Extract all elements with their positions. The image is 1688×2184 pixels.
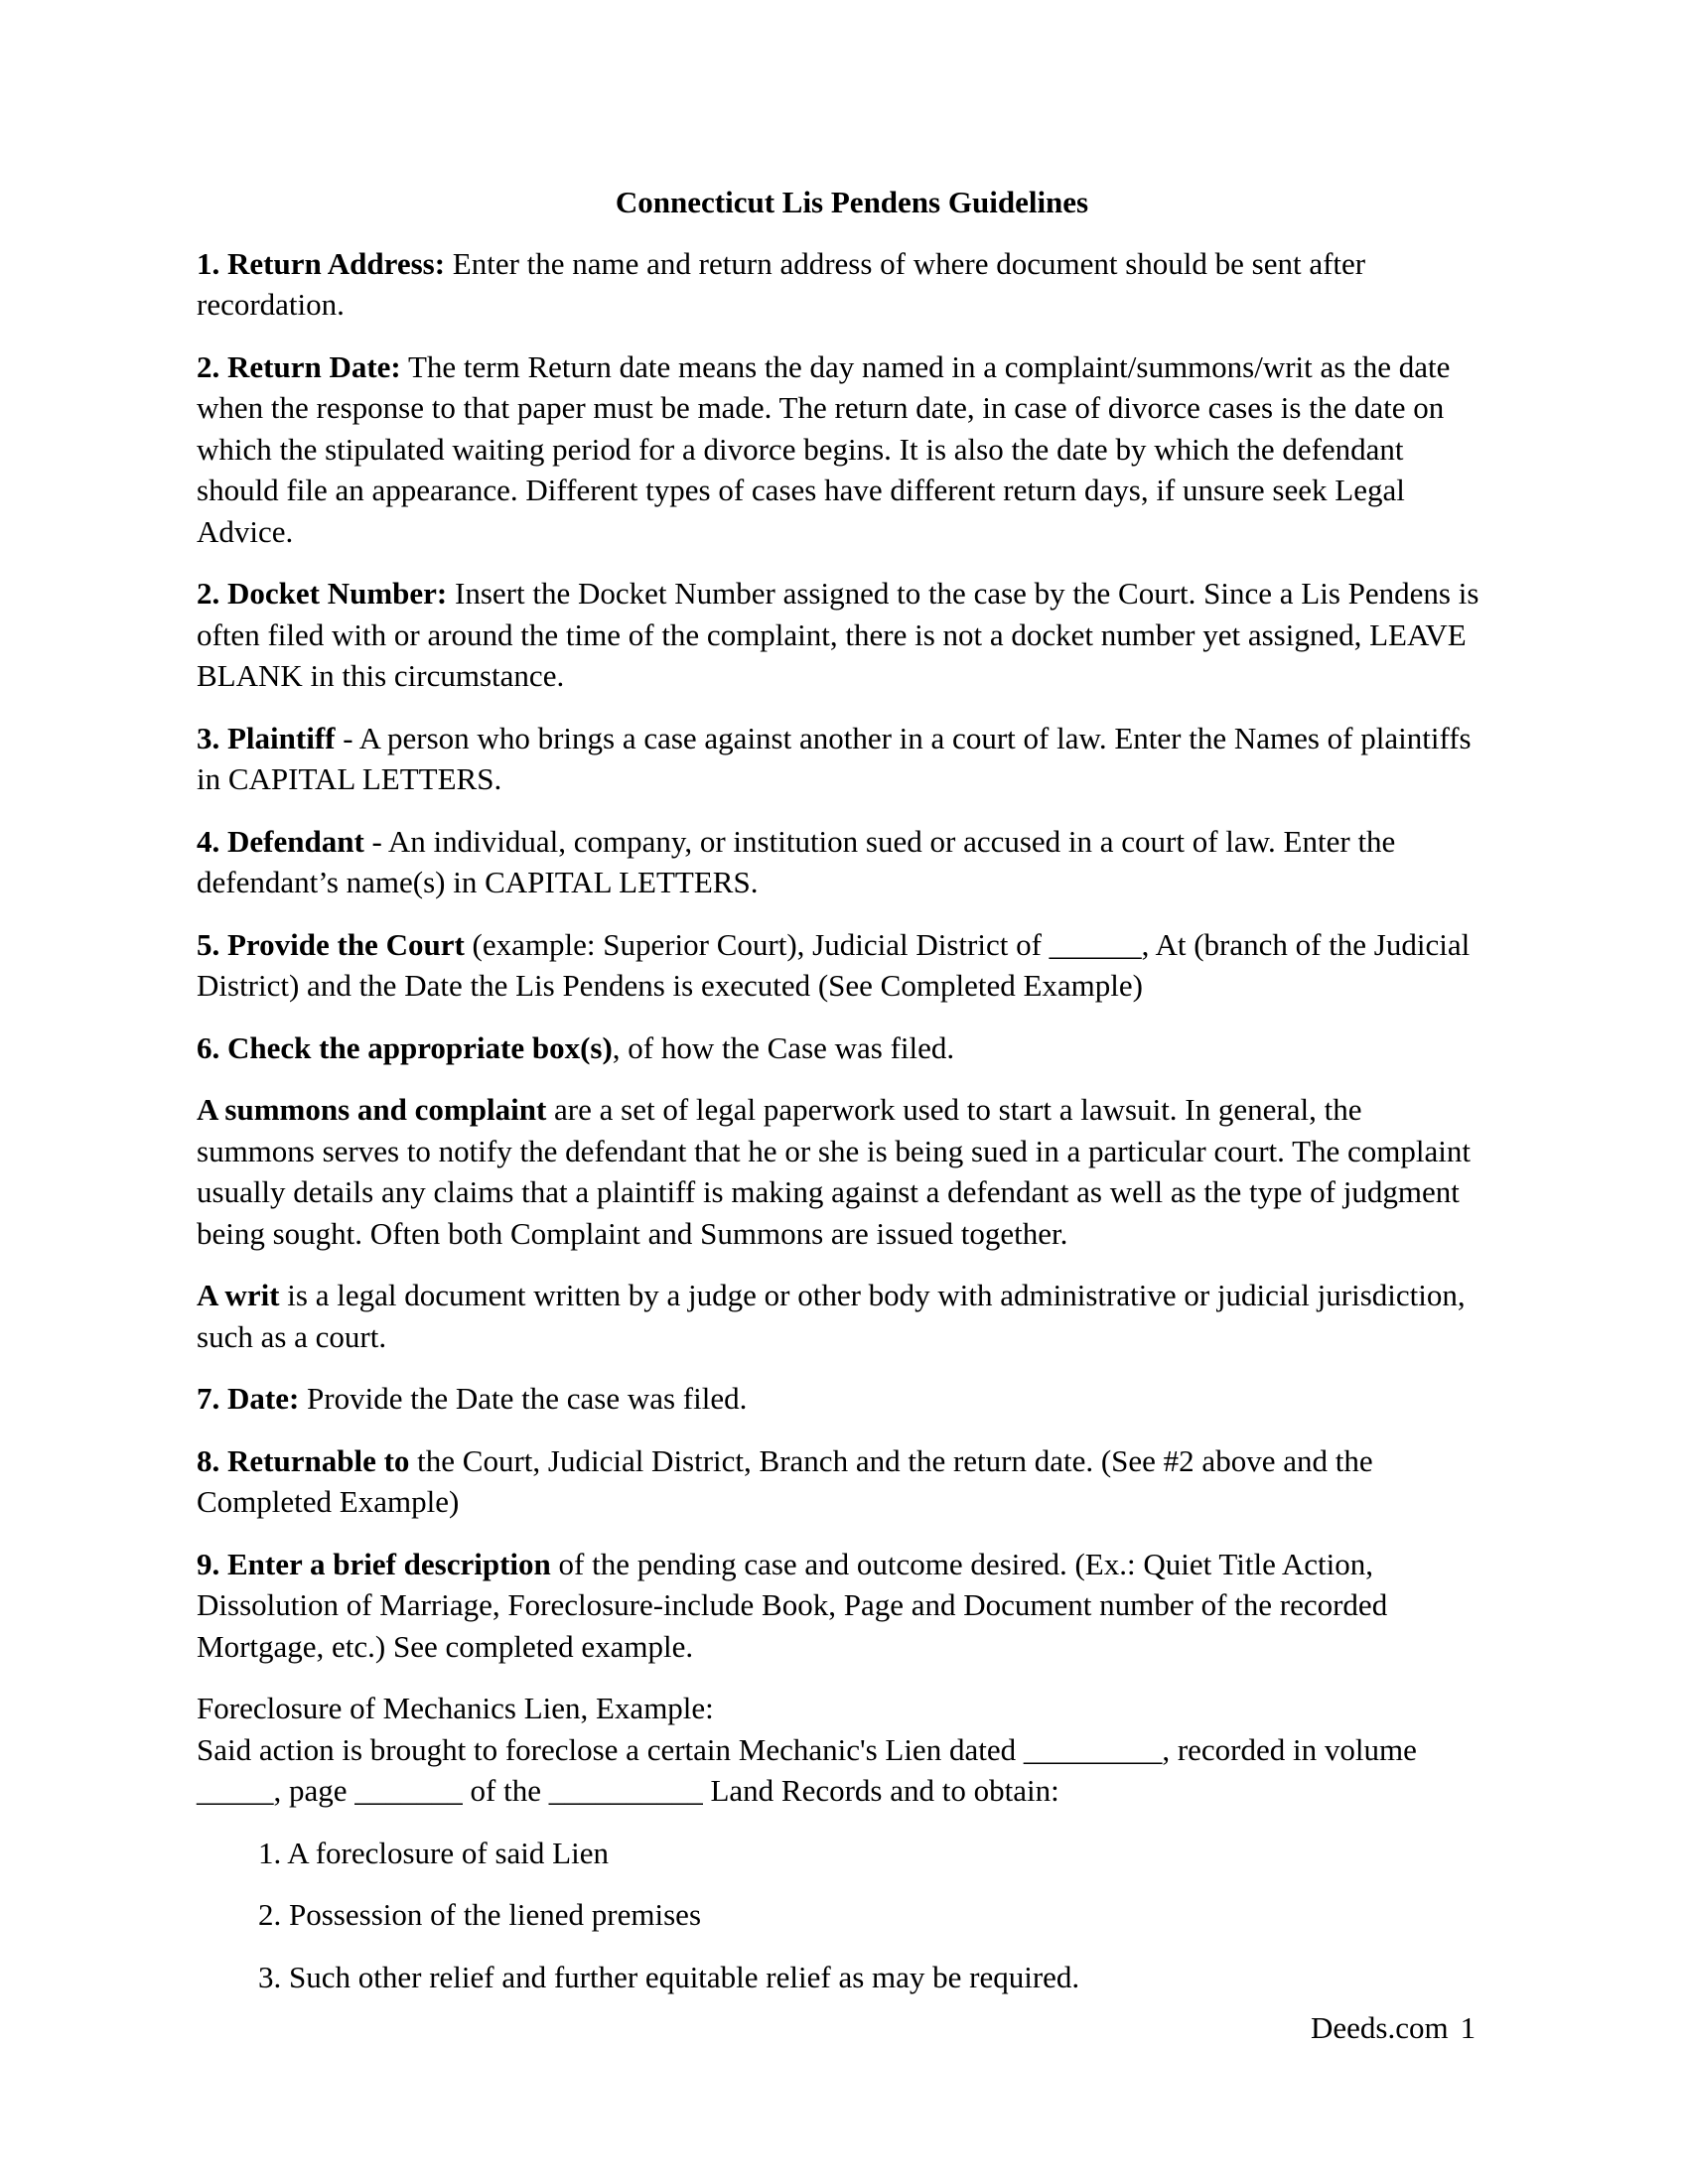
section-lead: 4. Defendant bbox=[197, 823, 364, 859]
section-text: - An individual, company, or institution sued or accused in a court of law. Enter the defendant’s name(s) in CAPITAL LETTERS. bbox=[197, 823, 1396, 899]
section-summons-complaint bbox=[197, 1089, 1487, 1254]
section-lead: 2. Return Date: bbox=[197, 348, 401, 384]
section-lead: A writ bbox=[197, 1278, 280, 1312]
section-text: The term Return date means the day named in a complaint/summons/writ as the date when the response to that paper must be made. The return date, in case of divorce cases is the date on which the stipulated waiting period for a divorce begins. It is also the date by which the defendant should file an appearance. Different types of cases have different return days, if unsure seek Legal Advice. bbox=[197, 348, 1451, 549]
section-text: , of how the Case was filed. bbox=[612, 1029, 955, 1065]
section-return-date bbox=[197, 346, 1487, 553]
example-block bbox=[197, 1688, 1487, 1812]
section-lead: A summons and complaint bbox=[197, 1092, 547, 1127]
example-body: Said action is brought to foreclose a certain Mechanic's Lien dated _________, recorded in volume _____, page _______ of the __________ Land Records and to obtain: bbox=[197, 1731, 1417, 1808]
section-date bbox=[197, 1378, 1487, 1420]
page-number: 1 bbox=[1460, 2010, 1477, 2045]
section-lead: 6. Check the appropriate box(s) bbox=[197, 1029, 613, 1065]
section-docket-number bbox=[197, 573, 1487, 697]
document-page bbox=[197, 182, 1487, 2018]
section-lead: 3. Plaintiff bbox=[197, 720, 336, 755]
footer-brand: Deeds.com bbox=[1311, 2010, 1449, 2045]
section-lead: 2. Docket Number: bbox=[197, 576, 448, 611]
section-text: Enter the name and return address of where document should be sent after recordation. bbox=[197, 245, 1366, 322]
list-item: 1. A foreclosure of said Lien bbox=[258, 1835, 609, 1870]
section-text: (example: Superior Court), Judicial District of ______, At (branch of the Judicial District) and the Date the Lis Pendens is executed (See Completed Example) bbox=[197, 926, 1471, 1003]
section-description bbox=[197, 1544, 1487, 1668]
section-text: are a set of legal paperwork used to start a lawsuit. In general, the summons serves to notify the defendant that he or she is being sued in a particular court. The complaint usually details any claims that a plaintiff is making against a defendant as well as the type of judgment being sought. Often both Complaint and Summons are issued together. bbox=[197, 1092, 1472, 1251]
section-text: Provide the Date the case was filed. bbox=[299, 1381, 748, 1416]
example-heading: Foreclosure of Mechanics Lien, Example: bbox=[197, 1691, 714, 1725]
list-item: 3. Such other relief and further equitable relief as may be required. bbox=[258, 1959, 1080, 1994]
section-lead: 1. Return Address: bbox=[197, 245, 446, 281]
section-text: the Court, Judicial District, Branch and the return date. (See #2 above and the Completed Example) bbox=[197, 1442, 1373, 1519]
section-check-boxes bbox=[197, 1027, 1487, 1069]
section-lead: 5. Provide the Court bbox=[197, 926, 465, 962]
section-returnable bbox=[197, 1440, 1487, 1523]
page-footer bbox=[1311, 2008, 1476, 2048]
section-defendant bbox=[197, 821, 1487, 903]
section-plaintiff bbox=[197, 718, 1487, 800]
section-text: of the pending case and outcome desired. (Ex.: Quiet Title Action, Dissolution of Marriage, Foreclosure-include Book, Page and Document number of the recorded Mortgage, etc.) See completed example. bbox=[197, 1546, 1388, 1664]
section-lead: 7. Date: bbox=[197, 1381, 300, 1416]
section-writ bbox=[197, 1275, 1487, 1357]
section-text: - A person who brings a case against another in a court of law. Enter the Names of plaintiffs in CAPITAL LETTERS. bbox=[197, 720, 1472, 796]
document-title: Connecticut Lis Pendens Guidelines bbox=[615, 185, 1089, 219]
section-text: Insert the Docket Number assigned to the case by the Court. Since a Lis Pendens is often filed with or around the time of the complaint, there is not a docket number yet assigned, LEAVE BLANK in this circumstance. bbox=[197, 576, 1479, 693]
section-court bbox=[197, 924, 1487, 1007]
section-return-address bbox=[197, 243, 1487, 326]
section-lead: 9. Enter a brief description bbox=[197, 1546, 551, 1581]
example-list bbox=[197, 1833, 1487, 1998]
list-item: 2. Possession of the liened premises bbox=[258, 1897, 702, 1932]
section-lead: 8. Returnable to bbox=[197, 1442, 410, 1478]
section-text: is a legal document written by a judge or other body with administrative or judicial jurisdiction, such as a court. bbox=[197, 1278, 1466, 1354]
